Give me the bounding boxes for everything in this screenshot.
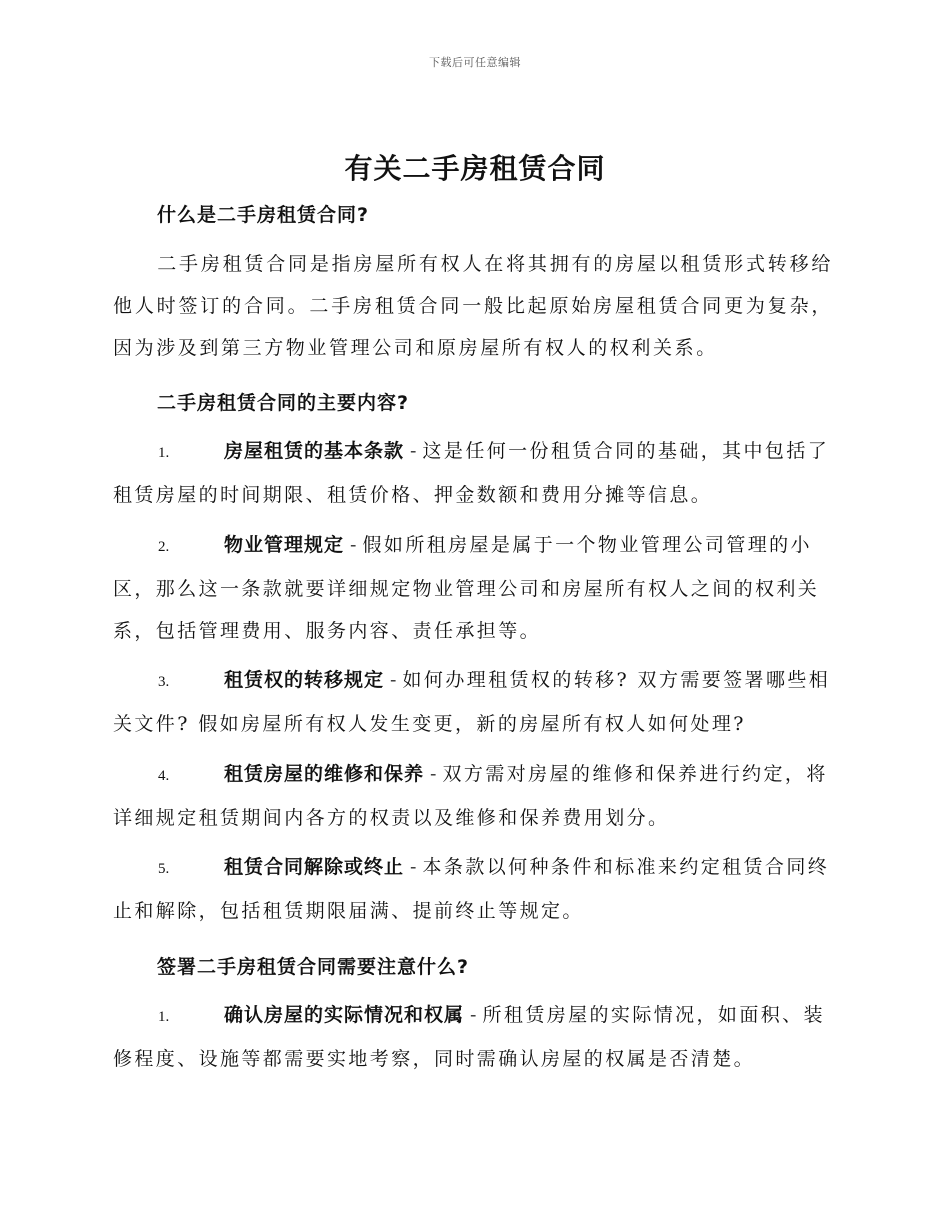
list-item: [113, 430, 833, 516]
list-item-term: 房屋租赁的基本条款: [224, 440, 405, 462]
list-item-separator: -: [404, 856, 423, 878]
list-item-number: 3.: [158, 674, 170, 690]
list-item-number: 1.: [158, 445, 170, 461]
section-heading-notes: 签署二手房租赁合同需要注意什么?: [157, 956, 470, 978]
list-item: [113, 524, 833, 652]
list-item-number: 5.: [158, 861, 170, 877]
list-item-separator: -: [344, 534, 363, 556]
list-item-text: 双方需对房屋的维修和保养进行约定，将详细规定租赁期间内各方的权责以及维修和保养费用划分。: [113, 763, 828, 829]
list-item-text: 假如所租房屋是属于一个物业管理公司管理的小区，那么这一条款就要详细规定物业管理公司和房屋所有权人之间的权利关系，包括管理费用、服务内容、责任承担等。: [113, 534, 820, 642]
list-item-term: 确认房屋的实际情况和权属: [224, 1004, 465, 1026]
paragraph-text: 二手房租赁合同是指房屋所有权人在将其拥有的房屋以租赁形式转移给他人时签订的合同。二手房租赁合同一般比起原始房屋租赁合同更为复杂，因为涉及到第三方物业管理公司和原房屋所有权人的权利关系。: [113, 253, 833, 359]
list-item-text: 本条款以何种条件和标准来约定租赁合同终止和解除，包括租赁期限届满、提前终止等规定。: [113, 856, 830, 922]
list-item: [113, 846, 833, 932]
list-item-separator: -: [424, 763, 443, 785]
list-item-text: 这是任何一份租赁合同的基础，其中包括了租赁房屋的时间期限、租赁价格、押金数额和费用分摊等信息。: [113, 440, 830, 506]
document-title: 有关二手房租赁合同: [344, 152, 606, 185]
section-heading-main-content: 二手房租赁合同的主要内容?: [157, 392, 410, 414]
list-item: [113, 753, 833, 839]
list-item-text: 所租赁房屋的实际情况，如面积、装修程度、设施等都需要实地考察，同时需确认房屋的权属是否清楚。: [113, 1004, 825, 1070]
list-item-term: 物业管理规定: [224, 534, 345, 556]
list-item-separator: -: [384, 669, 403, 691]
list-item-term: 租赁权的转移规定: [224, 669, 385, 691]
section-paragraph-definition: [113, 243, 833, 369]
list-item-number: 4.: [158, 768, 170, 784]
list-item-separator: -: [464, 1004, 483, 1026]
list-item: [113, 659, 833, 745]
list-item-number: 2.: [158, 539, 170, 555]
page-header-note: 下载后可任意编辑: [429, 56, 521, 69]
list-item-term: 租赁合同解除或终止: [224, 856, 405, 878]
list-item-number: 1.: [158, 1009, 170, 1025]
list-item-term: 租赁房屋的维修和保养: [224, 763, 425, 785]
list-item-separator: -: [404, 440, 423, 462]
section-heading-what-is: 什么是二手房租赁合同?: [157, 204, 370, 226]
list-item-text: 如何办理租赁权的转移? 双方需要签署哪些相关文件? 假如房屋所有权人发生变更，新的房屋所有权人如何处理?: [113, 669, 831, 735]
list-item: [113, 994, 833, 1080]
